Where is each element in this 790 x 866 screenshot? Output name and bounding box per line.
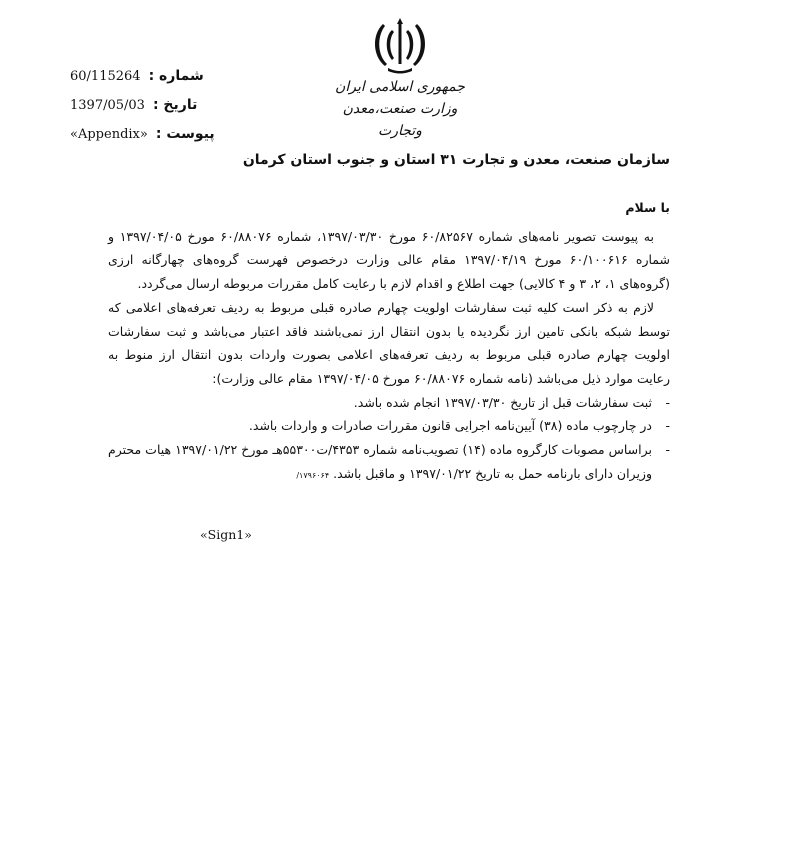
conditions-list (108, 391, 670, 488)
list-item (108, 438, 652, 487)
paragraph-2: لازم به ذکر است کلیه ثبت سفارشات اولویت چهارم صادره قبلی مربوط به ردیف تعرفه‌های اعلامی که توسط شبکه بانکی تامین ارز نگردیده یا بدون انتقال ارز نمی‌باشند فاقد اعتبار می‌باشد و ثبت سفارشات اولویت چهارم صادره قبلی مربوط به ردیف تعرفه‌های اعلامی بصورت واردات بدون انتقال ارز منوط به رعایت موارد ذیل می‌باشد (نامه شماره ۶۰/۸۸۰۷۶ مورخ ۱۳۹۷/۰۴/۰۵ مقام عالی وزارت): (108, 299, 670, 386)
attachment-row (70, 126, 220, 155)
organization-title: سازمان صنعت، معدن و تجارت ۳۱ استان و جنوب استان کرمان (242, 152, 670, 168)
attachment-value: «Appendix» (70, 127, 148, 142)
emblem-line-2: وزارت صنعت،معدن وتجارت (342, 101, 458, 139)
number-value: 60/115264 (70, 69, 141, 84)
letter-meta (70, 68, 220, 155)
emblem-line-1: جمهوری اسلامی ایران (335, 79, 465, 95)
date-value: 1397/05/03 (70, 98, 145, 113)
greeting: با سلام (625, 200, 670, 215)
list-item: - ثبت سفارشات قبل از تاریخ ۱۳۹۷/۰۳/۳۰ انجام شده باشد. (108, 391, 652, 415)
letterhead (325, 14, 475, 142)
list-item: - در چارچوب ماده (۳۸) آیین‌نامه اجرایی قانون مقررات صادرات و واردات باشد. (108, 414, 652, 438)
date-row (70, 97, 220, 126)
date-label: تاریخ : (152, 97, 198, 113)
paragraph-1: به پیوست تصویر نامه‌های شماره ۶۰/۸۲۵۶۷ مورخ ۱۳۹۷/۰۳/۳۰، شماره ۶۰/۸۸۰۷۶ مورخ ۱۳۹۷/۰۴/۰۵ و شماره ۶۰/۱۰۰۶۱۶ مورخ ۱۳۹۷/۰۴/۱۹ مقام عالی وزارت درخصوص فهرست گروه‌های چهارگانه ارزی (گروه‌های ۱، ۲، ۳ و ۴ کالایی) جهت اطلاع و اقدام لازم با رعایت کامل مقررات مربوطه ارسال می‌گردد. (108, 228, 670, 292)
letter-body (108, 196, 670, 487)
iran-emblem-icon (368, 14, 432, 76)
number-row (70, 68, 220, 97)
attachment-label: پیوست : (155, 126, 215, 142)
reference-number: ۱۷۹۶۰۶۴/ (296, 470, 330, 480)
list-item-text: براساس مصوبات کارگروه ماده (۱۴) تصویب‌نامه شماره ۴۳۵۳/ت۵۵۳۰۰هـ مورخ ۱۳۹۷/۰۱/۲۲ هیات محترم وزیران دارای بارنامه حمل به تاریخ ۱۳۹۷/۰۱/۲۲ و ماقبل باشد. (108, 442, 652, 481)
number-label: شماره : (148, 68, 204, 84)
signature-placeholder: «Sign1» (200, 527, 252, 542)
